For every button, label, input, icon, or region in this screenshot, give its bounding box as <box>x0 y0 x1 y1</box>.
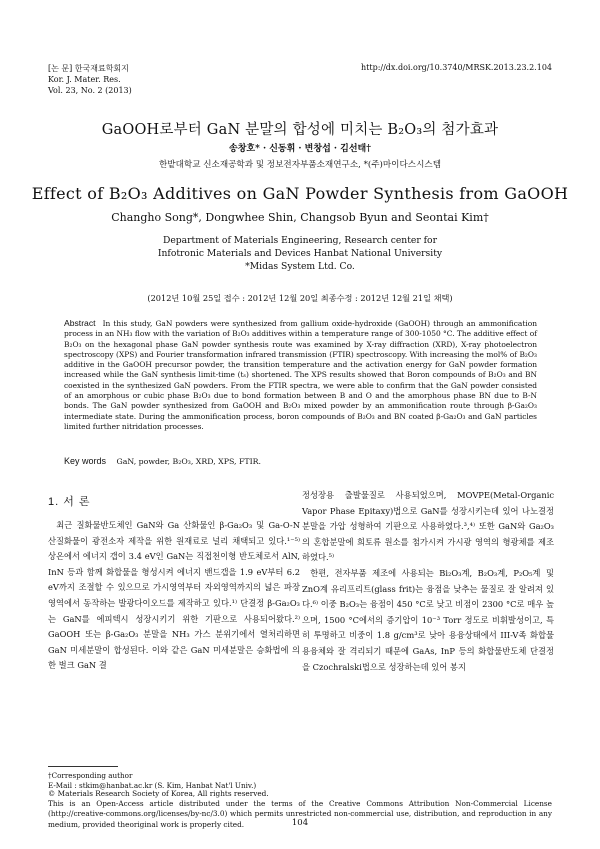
body-paragraph: 한편, 전자부품 제조에 사용되는 Bi₂O₃계, B₂O₃계, P₂O₅계 및 ZnO계 유리프리트(glass frit)는 융점을 낮추는 물질로 잘 알려져 있다.⁶⁾ 이중 B₂O₃는 융점이 450 °C로 낮고 비점이 2300 °C로 매우 높으며, 1500 °C에서의 증기압이 10⁻³ Torr 정도로 비휘발성이고, 특히 투명하고 비중이 1.8 g/cm³로 낮아 용융상태에서 III-V족 화합물 용융체와 잘 격리되기 때문에 GaAs, InP 등의 화합물반도체 단결정을 Czochralski법으로 성장하는데 있어 봉지 <box>302 567 554 672</box>
journal-name-kr: [논 문] 한국재료학회지 <box>48 64 129 73</box>
page-number: 104 <box>291 818 309 828</box>
body-paragraph: 최근 질화물반도체인 GaN와 Ga 산화물인 β-Ga₂O₃ 및 Ga-O-N 산질화물이 광전소자 제작을 위한 원재료로 널리 채택되고 있다.¹⁻⁵⁾ 상온에서 에너지 갭이 3.4 eV인 GaN는 직접천이형 반도체로서 AlN, InN 등과 함께 화합물을 형성시켜 에너지 밴드갭을 1.9 eV부터 6.2 eV까지 조절할 수 있으므로 가시영역부터 자외영역까지의 넓은 파장영역에서 동작하는 발광다이오드를 제작하고 있다.¹⁾ 단결정 β-Ga₂O₃는 GaN를 에피텍시 성장시키기 위한 기판으로 사용되어왔다.²⁾ GaOOH 또는 β-Ga₂O₃ 분말을 NH₃ 가스 분위기에서 열처리하면 GaN 미세분말이 합성된다. 이와 같은 GaN 미세분말은 승화법에 의한 벌크 GaN 결 <box>48 520 300 671</box>
body-paragraph: 정성장용 출발물질로 사용되었으며, MOVPE(Metal-Organic Vapor Phase Epitaxy)법으로 GaN를 성장시키는데 있어 나노결정 분말을 가압 성형하여 기판으로 사용하였다.³,⁴⁾ 또한 GaN와 Ga₂O₃의 혼합분말에 희토류 원소를 첨가시켜 가시광 영역의 형광체를 제조하였다.⁵⁾ <box>302 490 554 563</box>
copyright-line: © Materials Research Society of Korea, All rights reserved. <box>48 789 269 798</box>
journal-header <box>48 63 132 96</box>
footnote-divider <box>48 766 118 767</box>
license-text: This is an Open-Access article distributed under the terms of the Creative Commons Attribution Non-Commercial License (http://creative-commons.org/licenses/by-nc/3.0) which permits unrestricted non-commercial use, distribution, and reproduction in any medium, provided theoriginal work is properly cited. <box>48 799 552 829</box>
korean-title: GaOOH로부터 GaN 분말의 합성에 미치는 B₂O₃의 첨가효과 <box>101 122 499 138</box>
keywords <box>64 456 261 466</box>
english-title: Effect of B₂O₃ Additives on GaN Powder Synthesis from GaOOH <box>31 184 569 203</box>
abstract <box>64 318 537 432</box>
abstract-label: Abstract <box>64 318 96 328</box>
korean-affiliation: 한밭대학교 신소재공학과 및 정보전자부품소재연구소, *(주)마이다스시스템 <box>158 160 441 170</box>
corresponding-author: †Corresponding author <box>48 771 133 780</box>
affiliation-line: Department of Materials Engineering, Research center for <box>162 235 437 246</box>
affiliation-line: Infotronic Materials and Devices Hanbat National University <box>157 247 443 259</box>
abstract-text: In this study, GaN powders were synthesized from gallium oxide-hydroxide (GaOOH) through an ammonification process in an NH₃ flow with the variation of B₂O₃ additives within a temperature range of 300-1050 °C. The additive effect of B₂O₃ on the hexagonal phase GaN powder synthesis route was examined by X-ray diffraction (XRD), X-ray photoelectron spectroscopy (XPS) and Fourier transformation infrared transmission (FTIR) spectroscopy. With increasing the mol% of B₂O₃ additive in the GaOOH precursor powder, the transition temperature and the activation energy for GaN powder formation increased while the GaN synthesis limit-time (tₛ) shortened. The XPS results showed that Boron compounds of B₂O₃ and BN coexisted in the synthesized GaN powders. From the FTIR spectra, we were able to confirm that the GaN powder consisted of an amorphous or cubic phase B₂O₃ due to bond formation between B and O and the amorphous phase BN due to B-N bonds. The GaN powder synthesized from GaOOH and B₂O₃ mixed powder by an ammonification route through β-Ga₂O₃ intermediate state. During the ammonification process, boron compounds of B₂O₃ and BN coated β-Ga₂O₃ and GaN particles limited further nitridation processes. <box>64 319 537 431</box>
left-column <box>48 518 300 674</box>
keywords-text: GaN, powder, B₂O₃, XRD, XPS, FTIR. <box>116 457 262 466</box>
footnote <box>48 771 256 791</box>
keywords-label: Key words <box>64 456 107 466</box>
journal-abbrev: Kor. J. Mater. Res. <box>48 75 121 84</box>
english-affiliation <box>0 235 600 273</box>
journal-volume: Vol. 23, No. 2 (2013) <box>48 86 132 95</box>
english-authors: Changho Song*, Dongwhee Shin, Changsob Byun and Seontai Kim† <box>111 211 489 224</box>
affiliation-line: *Midas System Ltd. Co. <box>245 260 355 272</box>
section-heading: 1. 서 론 <box>48 496 91 508</box>
korean-authors: 송창호* · 신동휘 · 변창섭 · 김선태† <box>229 144 371 154</box>
doi-link[interactable]: http://dx.doi.org/10.3740/MRSK.2013.23.2.104 <box>361 63 552 72</box>
received-dates: (2012년 10월 25일 접수 : 2012년 12월 20일 최종수정 : 2012년 12월 21일 채택) <box>147 293 453 303</box>
right-column <box>302 488 554 675</box>
corresponding-email: E-Mail : stkim@hanbat.ac.kr (S. Kim, Hanbat Nat'l Univ.) <box>48 781 257 790</box>
